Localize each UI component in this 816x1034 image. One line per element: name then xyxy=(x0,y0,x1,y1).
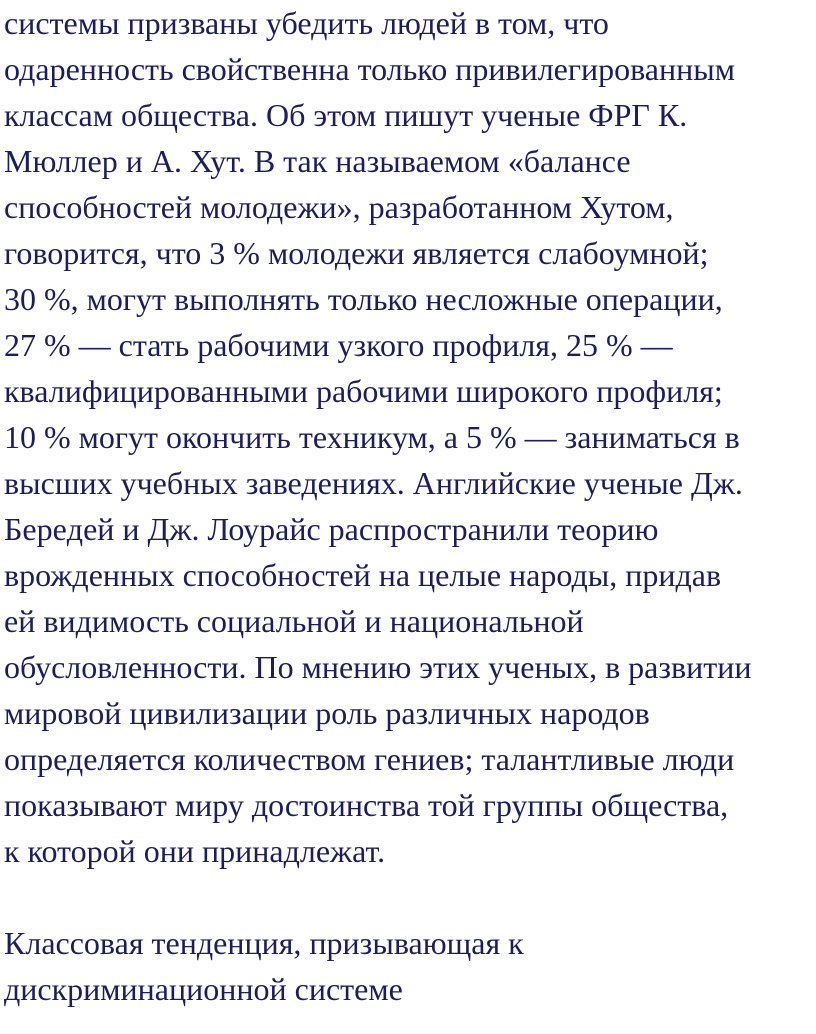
paragraph-main xyxy=(4,0,816,874)
text-line: мировой цивилизации роль различных народов xyxy=(4,695,650,731)
paragraph-gap xyxy=(4,874,816,920)
text-line: Классовая тенденция, призывающая к xyxy=(4,925,524,961)
text-line: 27 % — стать рабочими узкого профиля, 25 % — xyxy=(4,327,673,363)
text-line: 10 % могут окончить техникум, а 5 % — заниматься в xyxy=(4,419,740,455)
text-line: ей видимость социальной и национальной xyxy=(4,603,584,639)
text-line: определяется количеством гениев; талантливые люди xyxy=(4,741,735,777)
text-line: классам общества. Об этом пишут ученые ФРГ К. xyxy=(4,97,688,133)
text-line: квалифицированными рабочими широкого профиля; xyxy=(4,373,723,409)
text-line: говорится, что 3 % молодежи является слабоумной; xyxy=(4,235,709,271)
text-line: системы призваны убедить людей в том, что xyxy=(4,5,609,41)
text-line: Мюллер и А. Хут. В так называемом «балансе xyxy=(4,143,631,179)
text-line: высших учебных заведениях. Английские ученые Дж. xyxy=(4,465,743,501)
text-line: к которой они принадлежат. xyxy=(4,833,386,869)
text-line: врожденных способностей на целые народы, придав xyxy=(4,557,722,593)
text-line: обусловленности. По мнению этих ученых, в развитии xyxy=(4,649,752,685)
text-line: способностей молодежи», разработанном Хутом, xyxy=(4,189,674,225)
paragraph-heading xyxy=(4,920,816,1012)
text-line: дискриминационной системе xyxy=(4,971,403,1007)
document-page xyxy=(4,0,816,1034)
text-line: одаренность свойственна только привилегированным xyxy=(4,51,735,87)
text-line: Берeдей и Дж. Лоурайс распространили теорию xyxy=(4,511,659,547)
text-line: 30 %, могут выполнять только несложные операции, xyxy=(4,281,723,317)
text-line: показывают миру достоинства той группы общества, xyxy=(4,787,729,823)
